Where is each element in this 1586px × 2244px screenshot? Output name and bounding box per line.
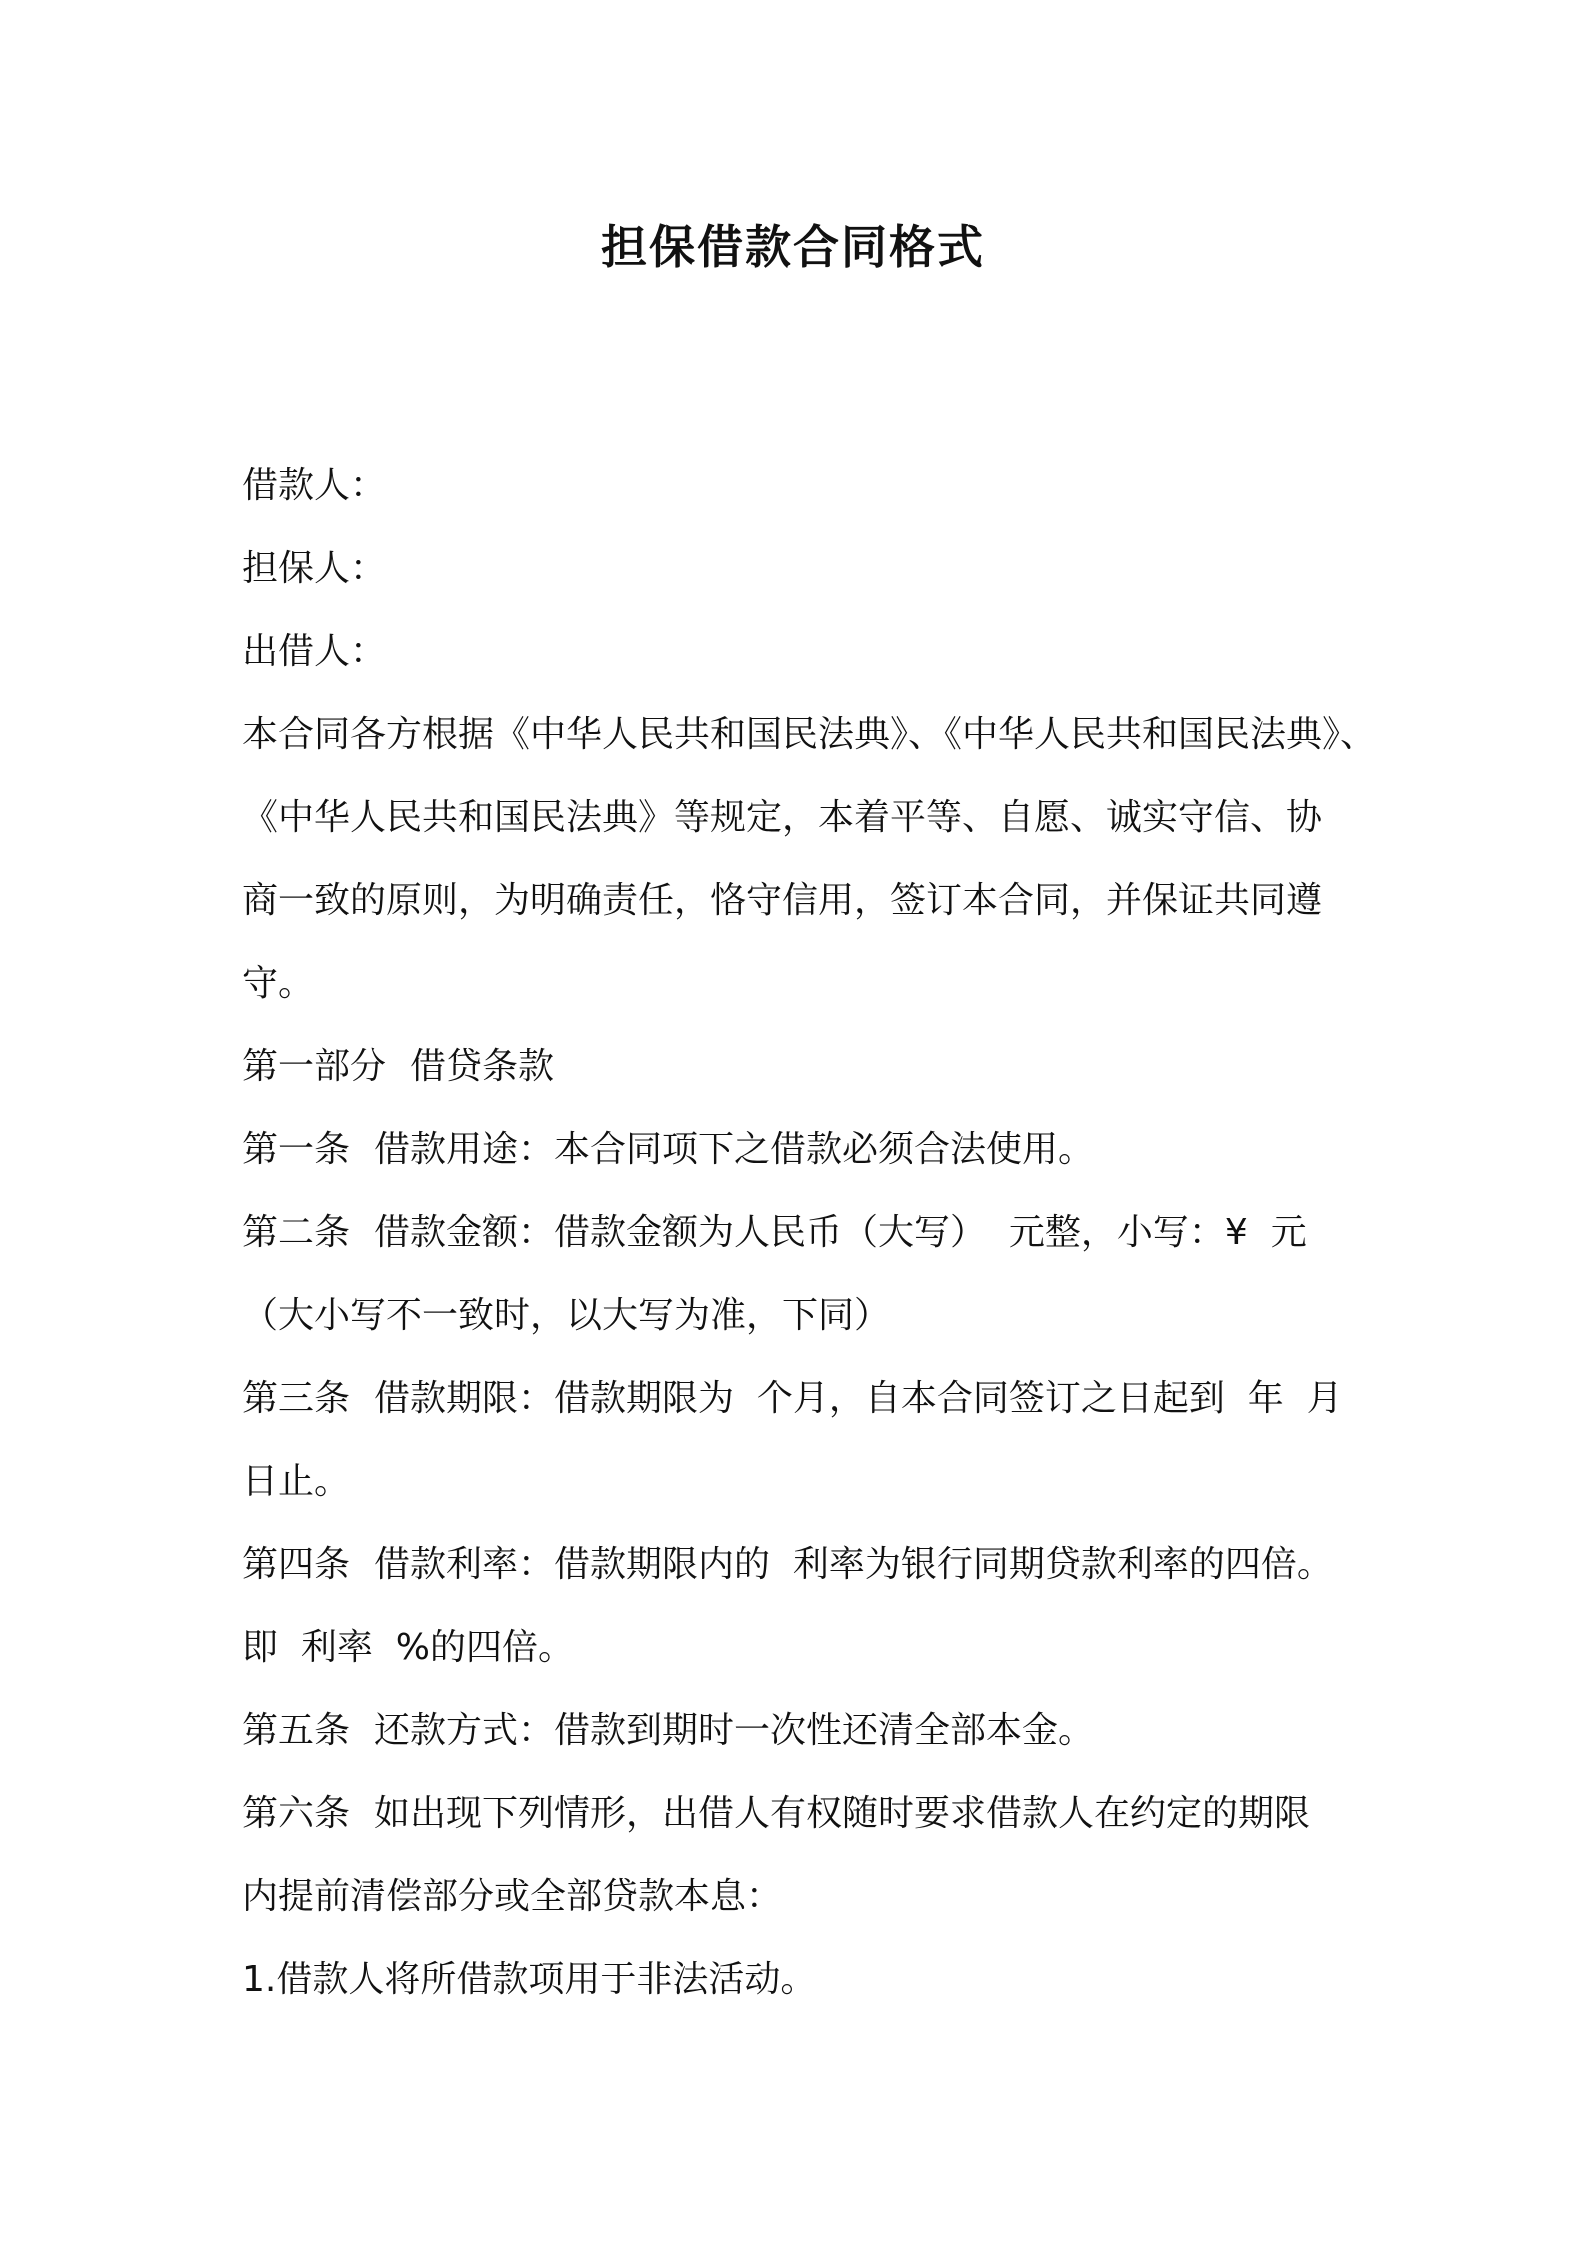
- preamble-line-2: 《中华人民共和国民法典》等规定，本着平等、自愿、诚实守信、协: [242, 797, 1323, 838]
- preamble-line-4: 守。: [242, 963, 315, 1004]
- document-body: [242, 444, 1377, 2021]
- preamble-line-3: 商一致的原则，为明确责任，恪守信用，签订本合同，并保证共同遵: [242, 880, 1323, 921]
- article-2-number: 第二条: [242, 1212, 351, 1253]
- article-6-text: 如出现下列情形，出借人有权随时要求借款人在约定的期限: [374, 1793, 1311, 1834]
- article-3: [242, 1357, 1362, 1440]
- article-3-text: 借款期限：借款期限为 个月，自本合同签订之日起到 年 月: [374, 1378, 1343, 1419]
- article-2: [242, 1191, 1362, 1274]
- article-2-text: 借款金额：借款金额为人民币（大写） 元整，小写：¥ 元: [374, 1212, 1307, 1253]
- article-4: [242, 1523, 1362, 1606]
- article-4-number: 第四条: [242, 1544, 351, 1585]
- article-3-number: 第三条: [242, 1378, 351, 1419]
- article-4-continuation: 即 利率 %的四倍。: [242, 1627, 574, 1668]
- part-one-number: 第一部分: [242, 1046, 387, 1087]
- preamble-line-1: 本合同各方根据《中华人民共和国民法典》、《中华人民共和国民法典》、: [242, 714, 1377, 755]
- article-1-number: 第一条: [242, 1129, 351, 1170]
- article-1-text: 借款用途：本合同项下之借款必须合法使用。: [374, 1129, 1095, 1170]
- list-item-1: 1.借款人将所借款项用于非法活动。: [242, 1959, 817, 2000]
- document-title: 担保借款合同格式: [601, 220, 985, 274]
- part-one-heading: [242, 1025, 1362, 1108]
- article-5: [242, 1689, 1362, 1772]
- article-5-number: 第五条: [242, 1710, 351, 1751]
- lender-label: 出借人：: [242, 631, 387, 672]
- article-2-continuation: （大小写不一致时，以大写为准，下同）: [242, 1295, 891, 1336]
- borrower-label: 借款人：: [242, 465, 387, 506]
- article-6-continuation: 内提前清偿部分或全部贷款本息：: [242, 1876, 783, 1917]
- article-3-continuation: 日止。: [242, 1461, 351, 1502]
- article-4-text: 借款利率：借款期限内的 利率为银行同期贷款利率的四倍。: [374, 1544, 1333, 1585]
- article-6-number: 第六条: [242, 1793, 351, 1834]
- article-1: [242, 1108, 1362, 1191]
- part-one-title: 借贷条款: [410, 1046, 555, 1087]
- guarantor-label: 担保人：: [242, 548, 387, 589]
- article-5-text: 还款方式：借款到期时一次性还清全部本金。: [374, 1710, 1095, 1751]
- article-6: [242, 1772, 1362, 1855]
